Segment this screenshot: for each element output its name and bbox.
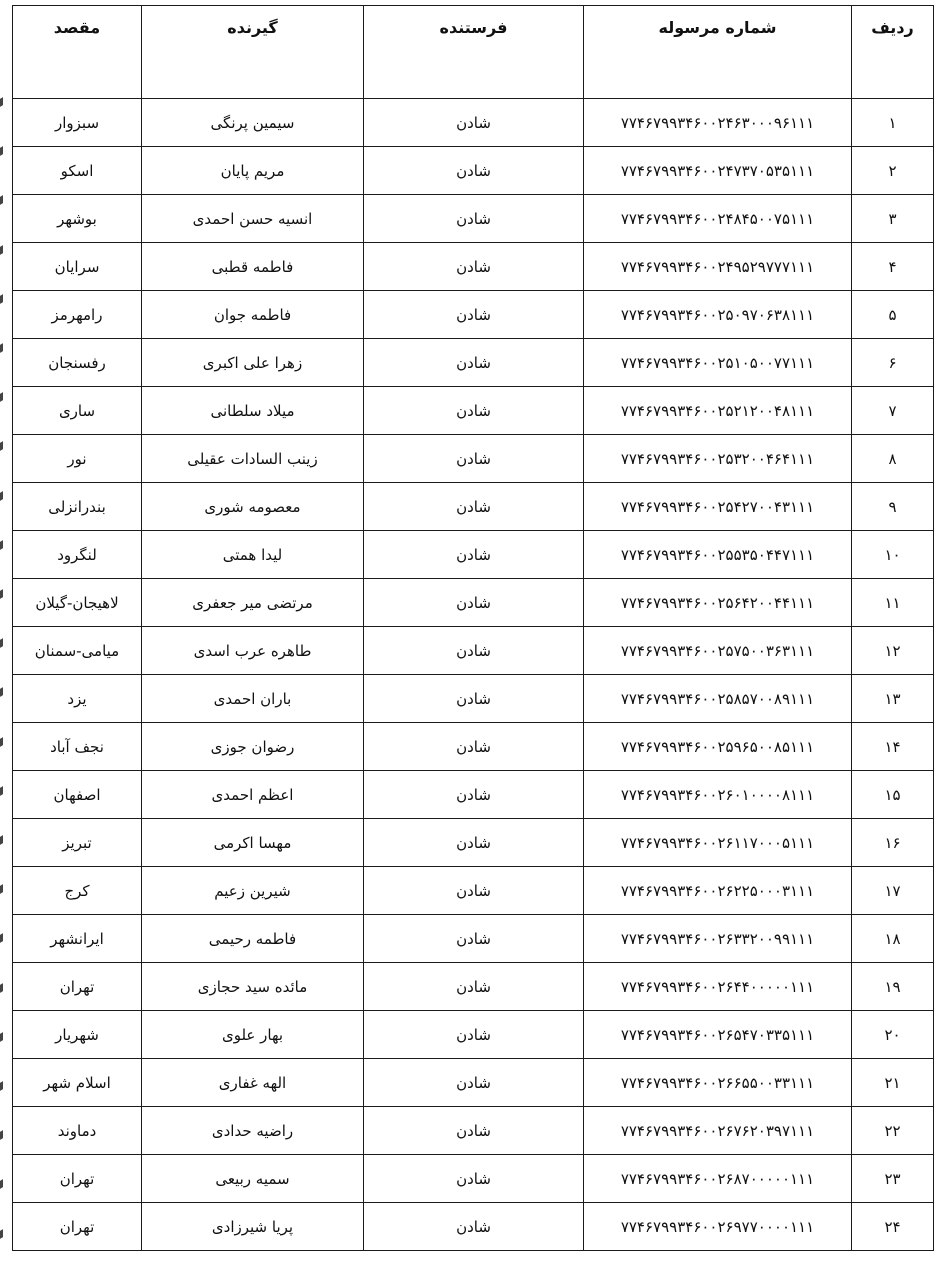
sender-cell: شادن: [364, 963, 584, 1011]
tracking-number-cell: ۷۷۴۶۷۹۹۳۴۶۰۰۲۶۰۱۰۰۰۰۸۱۱۱: [584, 771, 852, 819]
destination-cell: اسکو: [13, 147, 142, 195]
table-row: [13, 243, 934, 291]
edge-tick: [0, 245, 3, 255]
tracking-number-cell: ۷۷۴۶۷۹۹۳۴۶۰۰۲۶۳۳۲۰۰۹۹۱۱۱: [584, 915, 852, 963]
tracking-number-cell: ۷۷۴۶۷۹۹۳۴۶۰۰۲۵۷۵۰۰۳۶۳۱۱۱: [584, 627, 852, 675]
sender-cell: شادن: [364, 579, 584, 627]
sender-cell: شادن: [364, 1155, 584, 1203]
sender-cell: شادن: [364, 1011, 584, 1059]
row-number-cell: ۳: [852, 195, 934, 243]
sender-cell: شادن: [364, 243, 584, 291]
tracking-number-cell: ۷۷۴۶۷۹۹۳۴۶۰۰۲۴۶۳۰۰۰۹۶۱۱۱: [584, 99, 852, 147]
edge-tick: [0, 294, 3, 304]
table-body: [13, 99, 934, 1251]
destination-cell: رفسنجان: [13, 339, 142, 387]
tracking-number-cell: ۷۷۴۶۷۹۹۳۴۶۰۰۲۶۹۷۷۰۰۰۰۱۱۱: [584, 1203, 852, 1251]
destination-cell: اسلام شهر: [13, 1059, 142, 1107]
sender-cell: شادن: [364, 723, 584, 771]
table-row: [13, 627, 934, 675]
tracking-number-cell: ۷۷۴۶۷۹۹۳۴۶۰۰۲۵۴۲۷۰۰۴۳۱۱۱: [584, 483, 852, 531]
sender-cell: شادن: [364, 627, 584, 675]
receiver-cell: مهسا اکرمی: [142, 819, 364, 867]
tracking-number-cell: ۷۷۴۶۷۹۹۳۴۶۰۰۲۵۹۶۵۰۰۸۵۱۱۱: [584, 723, 852, 771]
sender-cell: شادن: [364, 1059, 584, 1107]
table-header-row: [13, 6, 934, 99]
table-row: [13, 819, 934, 867]
edge-tick: [0, 1229, 3, 1239]
edge-tick: [0, 1180, 3, 1190]
receiver-cell: راضیه حدادی: [142, 1107, 364, 1155]
destination-cell: ساری: [13, 387, 142, 435]
header-receiver: گیرنده: [142, 6, 364, 99]
edge-tick: [0, 737, 3, 747]
row-number-cell: ۸: [852, 435, 934, 483]
receiver-cell: معصومه شوری: [142, 483, 364, 531]
row-number-cell: ۱۰: [852, 531, 934, 579]
row-number-cell: ۲۲: [852, 1107, 934, 1155]
tracking-number-cell: ۷۷۴۶۷۹۹۳۴۶۰۰۲۵۰۹۷۰۶۳۸۱۱۱: [584, 291, 852, 339]
receiver-cell: اعظم احمدی: [142, 771, 364, 819]
sender-cell: شادن: [364, 1203, 584, 1251]
destination-cell: لاهیجان-گیلان: [13, 579, 142, 627]
row-number-cell: ۲۱: [852, 1059, 934, 1107]
header-row-number: ردیف: [852, 6, 934, 99]
table-row: [13, 339, 934, 387]
destination-cell: تهران: [13, 963, 142, 1011]
edge-tick: [0, 343, 3, 353]
receiver-cell: شیرین زعیم: [142, 867, 364, 915]
table-row: [13, 99, 934, 147]
sender-cell: شادن: [364, 339, 584, 387]
table-row: [13, 771, 934, 819]
row-number-cell: ۲۴: [852, 1203, 934, 1251]
edge-tick: [0, 688, 3, 698]
destination-cell: نور: [13, 435, 142, 483]
edge-tick: [0, 786, 3, 796]
receiver-cell: سمیه ربیعی: [142, 1155, 364, 1203]
destination-cell: تهران: [13, 1155, 142, 1203]
edge-tick: [0, 392, 3, 402]
tracking-number-cell: ۷۷۴۶۷۹۹۳۴۶۰۰۲۵۱۰۵۰۰۷۷۱۱۱: [584, 339, 852, 387]
table-row: [13, 531, 934, 579]
destination-cell: اصفهان: [13, 771, 142, 819]
sender-cell: شادن: [364, 195, 584, 243]
table-row: [13, 963, 934, 1011]
receiver-cell: فاطمه رحیمی: [142, 915, 364, 963]
tracking-number-cell: ۷۷۴۶۷۹۹۳۴۶۰۰۲۶۴۴۰۰۰۰۰۱۱۱: [584, 963, 852, 1011]
tracking-number-cell: ۷۷۴۶۷۹۹۳۴۶۰۰۲۴۸۴۵۰۰۷۵۱۱۱: [584, 195, 852, 243]
table-row: [13, 1203, 934, 1251]
receiver-cell: باران احمدی: [142, 675, 364, 723]
table-row: [13, 195, 934, 243]
sender-cell: شادن: [364, 867, 584, 915]
tracking-number-cell: ۷۷۴۶۷۹۹۳۴۶۰۰۲۵۸۵۷۰۰۸۹۱۱۱: [584, 675, 852, 723]
destination-cell: نجف آباد: [13, 723, 142, 771]
receiver-cell: زینب السادات عقیلی: [142, 435, 364, 483]
row-number-cell: ۶: [852, 339, 934, 387]
sender-cell: شادن: [364, 435, 584, 483]
receiver-cell: پریا شیرزادی: [142, 1203, 364, 1251]
tracking-number-cell: ۷۷۴۶۷۹۹۳۴۶۰۰۲۵۶۴۲۰۰۴۴۱۱۱: [584, 579, 852, 627]
table-row: [13, 147, 934, 195]
receiver-cell: بهار علوی: [142, 1011, 364, 1059]
edge-tick: [0, 1081, 3, 1091]
destination-cell: ایرانشهر: [13, 915, 142, 963]
destination-cell: شهریار: [13, 1011, 142, 1059]
destination-cell: کرج: [13, 867, 142, 915]
tracking-number-cell: ۷۷۴۶۷۹۹۳۴۶۰۰۲۵۳۲۰۰۴۶۴۱۱۱: [584, 435, 852, 483]
table-row: [13, 387, 934, 435]
edge-tick: [0, 196, 3, 206]
destination-cell: دماوند: [13, 1107, 142, 1155]
edge-tick: [0, 983, 3, 993]
row-number-cell: ۱۳: [852, 675, 934, 723]
tracking-number-cell: ۷۷۴۶۷۹۹۳۴۶۰۰۲۴۷۳۷۰۵۳۵۱۱۱: [584, 147, 852, 195]
receiver-cell: زهرا علی اکبری: [142, 339, 364, 387]
destination-cell: سبزوار: [13, 99, 142, 147]
receiver-cell: سیمین پرنگی: [142, 99, 364, 147]
edge-tick: [0, 540, 3, 550]
sender-cell: شادن: [364, 771, 584, 819]
table-row: [13, 579, 934, 627]
destination-cell: میامی-سمنان: [13, 627, 142, 675]
tracking-number-cell: ۷۷۴۶۷۹۹۳۴۶۰۰۲۶۲۲۵۰۰۰۳۱۱۱: [584, 867, 852, 915]
table-row: [13, 915, 934, 963]
row-number-cell: ۲۳: [852, 1155, 934, 1203]
destination-cell: رامهرمز: [13, 291, 142, 339]
tracking-number-cell: ۷۷۴۶۷۹۹۳۴۶۰۰۲۶۸۷۰۰۰۰۰۱۱۱: [584, 1155, 852, 1203]
row-number-cell: ۲: [852, 147, 934, 195]
row-number-cell: ۱۲: [852, 627, 934, 675]
receiver-cell: مریم پایان: [142, 147, 364, 195]
edge-tick: [0, 442, 3, 452]
row-number-cell: ۱۸: [852, 915, 934, 963]
destination-cell: بوشهر: [13, 195, 142, 243]
sender-cell: شادن: [364, 387, 584, 435]
destination-cell: یزد: [13, 675, 142, 723]
header-tracking-number: شماره مرسوله: [584, 6, 852, 99]
receiver-cell: الهه غفاری: [142, 1059, 364, 1107]
destination-cell: بندرانزلی: [13, 483, 142, 531]
table-row: [13, 867, 934, 915]
table-row: [13, 1155, 934, 1203]
sender-cell: شادن: [364, 675, 584, 723]
table-row: [13, 675, 934, 723]
header-destination: مقصد: [13, 6, 142, 99]
tracking-number-cell: ۷۷۴۶۷۹۹۳۴۶۰۰۲۶۶۵۵۰۰۳۳۱۱۱: [584, 1059, 852, 1107]
row-number-cell: ۱۵: [852, 771, 934, 819]
receiver-cell: میلاد سلطانی: [142, 387, 364, 435]
row-number-cell: ۱۷: [852, 867, 934, 915]
receiver-cell: لیدا همتی: [142, 531, 364, 579]
receiver-cell: رضوان جوزی: [142, 723, 364, 771]
edge-tick: [0, 491, 3, 501]
edge-tick: [0, 638, 3, 648]
row-number-cell: ۹: [852, 483, 934, 531]
table-row: [13, 483, 934, 531]
destination-cell: تهران: [13, 1203, 142, 1251]
edge-tick: [0, 1032, 3, 1042]
edge-tick: [0, 1130, 3, 1140]
edge-tick: [0, 589, 3, 599]
edge-tick: [0, 97, 3, 107]
tracking-number-cell: ۷۷۴۶۷۹۹۳۴۶۰۰۲۴۹۵۲۹۷۷۷۱۱۱: [584, 243, 852, 291]
table-row: [13, 1011, 934, 1059]
row-number-cell: ۲۰: [852, 1011, 934, 1059]
table-row: [13, 435, 934, 483]
sender-cell: شادن: [364, 147, 584, 195]
destination-cell: تبریز: [13, 819, 142, 867]
header-sender: فرستنده: [364, 6, 584, 99]
destination-cell: لنگرود: [13, 531, 142, 579]
row-number-cell: ۱۶: [852, 819, 934, 867]
tracking-number-cell: ۷۷۴۶۷۹۹۳۴۶۰۰۲۶۵۴۷۰۳۳۵۱۱۱: [584, 1011, 852, 1059]
receiver-cell: مائده سید حجازی: [142, 963, 364, 1011]
sender-cell: شادن: [364, 531, 584, 579]
tracking-number-cell: ۷۷۴۶۷۹۹۳۴۶۰۰۲۶۷۶۲۰۳۹۷۱۱۱: [584, 1107, 852, 1155]
sender-cell: شادن: [364, 483, 584, 531]
table-row: [13, 723, 934, 771]
sender-cell: شادن: [364, 1107, 584, 1155]
tracking-number-cell: ۷۷۴۶۷۹۹۳۴۶۰۰۲۵۲۱۲۰۰۴۸۱۱۱: [584, 387, 852, 435]
edge-tick: [0, 835, 3, 845]
sender-cell: شادن: [364, 291, 584, 339]
shipments-table: [12, 5, 934, 1251]
edge-tick: [0, 146, 3, 156]
row-number-cell: ۱: [852, 99, 934, 147]
sender-cell: شادن: [364, 819, 584, 867]
row-number-cell: ۷: [852, 387, 934, 435]
receiver-cell: فاطمه قطبی: [142, 243, 364, 291]
row-number-cell: ۵: [852, 291, 934, 339]
edge-tick: [0, 934, 3, 944]
receiver-cell: انسیه حسن احمدی: [142, 195, 364, 243]
page-edge-marks: [0, 90, 4, 1280]
receiver-cell: طاهره عرب اسدی: [142, 627, 364, 675]
table-row: [13, 291, 934, 339]
row-number-cell: ۴: [852, 243, 934, 291]
row-number-cell: ۱۴: [852, 723, 934, 771]
destination-cell: سرایان: [13, 243, 142, 291]
tracking-number-cell: ۷۷۴۶۷۹۹۳۴۶۰۰۲۵۵۳۵۰۴۴۷۱۱۱: [584, 531, 852, 579]
row-number-cell: ۱۱: [852, 579, 934, 627]
row-number-cell: ۱۹: [852, 963, 934, 1011]
table-row: [13, 1107, 934, 1155]
table-row: [13, 1059, 934, 1107]
sender-cell: شادن: [364, 915, 584, 963]
tracking-number-cell: ۷۷۴۶۷۹۹۳۴۶۰۰۲۶۱۱۷۰۰۰۵۱۱۱: [584, 819, 852, 867]
edge-tick: [0, 884, 3, 894]
receiver-cell: مرتضی میر جعفری: [142, 579, 364, 627]
sender-cell: شادن: [364, 99, 584, 147]
receiver-cell: فاطمه جوان: [142, 291, 364, 339]
